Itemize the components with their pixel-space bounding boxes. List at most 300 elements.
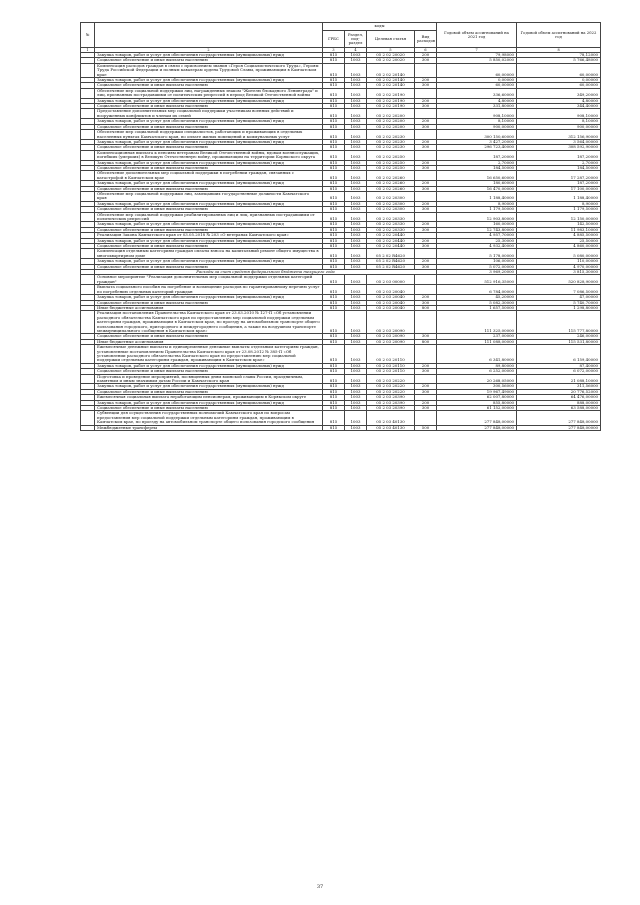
row-razdel: 1003 xyxy=(345,150,367,160)
row-vid xyxy=(415,411,437,425)
header-sum-2021: Годовой объем ассигнований на 2021 год xyxy=(437,23,517,48)
row-grbs: 815 xyxy=(323,227,345,232)
table-row xyxy=(81,191,601,201)
row-sum-2021: 8,10000 xyxy=(437,119,517,124)
row-razdel: 1003 xyxy=(345,311,367,334)
row-target: 05 2 02 20230 xyxy=(367,130,415,140)
header-razdel: Раздел, под-раздел xyxy=(345,31,367,48)
row-target: 05 2 03 20220 xyxy=(367,384,415,389)
row-name: Социальное обеспечение и иные выплаты населению xyxy=(95,165,323,170)
row-grbs: 815 xyxy=(323,212,345,222)
row-razdel: 1003 xyxy=(345,305,367,310)
row-grbs: 815 xyxy=(323,88,345,98)
row-sum-2022: 3 815,30000 xyxy=(517,270,601,275)
table-row xyxy=(81,425,601,430)
row-sum-2022: 187,20000 xyxy=(517,181,601,186)
row-sum-2022: 87,40000 xyxy=(517,363,601,368)
row-target: 05 2 02 20330 xyxy=(367,227,415,232)
table-row xyxy=(81,285,601,295)
row-grbs: 815 xyxy=(323,259,345,264)
row-target: 05 2 03 20090 xyxy=(367,334,415,339)
row-name: Закупка товаров, работ и услуг для обеспечения государственных (муниципальных) нужд xyxy=(95,139,323,144)
row-target: 05 2 02 20020 xyxy=(367,58,415,63)
row-sum-2022: 4 860,00000 xyxy=(517,244,601,249)
page-number: 37 xyxy=(316,884,324,890)
row-razdel: 1003 xyxy=(345,124,367,129)
row-name: Закупка товаров, работ и услуг для обеспечения государственных (муниципальных) нужд xyxy=(95,400,323,405)
row-grbs: 815 xyxy=(323,300,345,305)
row-sum-2021: 5 072,00000 xyxy=(437,264,517,269)
row-sum-2021: 45,20000 xyxy=(437,295,517,300)
row-name: Социальное обеспечение и иные выплаты населению xyxy=(95,207,323,212)
row-sum-2021: 8,90000 xyxy=(437,201,517,206)
row-name: Обеспечение мер социальной поддержки лиц, награжденных знаком "Жителю блокадного Ленинграда" и лиц, признанных пострадавшими от политических репрессий в период Великой Отечественной войны xyxy=(95,88,323,98)
row-grbs: 815 xyxy=(323,345,345,364)
row-grbs: 815 xyxy=(323,249,345,259)
row-target: 05 2 03 20390 xyxy=(367,395,415,400)
row-name: Ежемесячные денежные выплаты и единовременные денежные выплаты отдельным категориям граждан, установленные постановлением Правительства Камчатского края от 23.08.2012 № 385-П «Об установлении расходного обязательства Камчатского края по предоставлению мер социальной поддержки отдельным категориям граждан, проживающим в Камчатском крае» xyxy=(95,345,323,364)
row-grbs: 815 xyxy=(323,295,345,300)
row-name: Иные бюджетные ассигнования xyxy=(95,339,323,344)
table-row xyxy=(81,374,601,384)
row-target: 05 2 02 20190 xyxy=(367,98,415,103)
row-name: Социальное обеспечение и иные выплаты населению xyxy=(95,186,323,191)
row-vid: 300 xyxy=(415,83,437,88)
row-name: Обеспечение дополнительных мер социальной поддержки в погребении граждан, связанных с катастрофой в Камчатском крае xyxy=(95,171,323,181)
row-sum-2022: 6 159,40000 xyxy=(517,345,601,364)
row-name: Предоставление дополнительных мер социальной поддержки участникам военных действий и вооруженных конфликтов и членам их семей xyxy=(95,109,323,119)
row-target: 05 2 03 20390 xyxy=(367,406,415,411)
table-row xyxy=(81,109,601,119)
row-sum-2022: 47,00000 xyxy=(517,295,601,300)
row-target: 05 2 03 20090 xyxy=(367,339,415,344)
row-grbs: 815 xyxy=(323,311,345,334)
row-sum-2022: 1 298,80000 xyxy=(517,305,601,310)
row-name: Социальное обеспечение и иные выплаты населению xyxy=(95,124,323,129)
row-sum-2021: 277 848,00000 xyxy=(437,425,517,430)
header-index: 8 xyxy=(517,48,601,53)
row-vid: 300 xyxy=(415,300,437,305)
row-name: Социальное обеспечение и иные выплаты населению xyxy=(95,334,323,339)
row-sum-2021: 111 088,00000 xyxy=(437,339,517,344)
header-num: № xyxy=(81,23,95,48)
row-name: Закупка товаров, работ и услуг для обеспечения государственных (муниципальных) нужд xyxy=(95,384,323,389)
row-name: Обеспечение мер социальной поддержки специалистов, работающих и проживающих в отдельных населенных пунктах Камчатского края, по оплате жилых помещений и коммунальных услуг xyxy=(95,130,323,140)
row-grbs: 815 xyxy=(323,406,345,411)
row-sum-2022: 311,56000 xyxy=(517,384,601,389)
row-grbs: 815 xyxy=(323,264,345,269)
row-target: 05 2 02 R4620 xyxy=(367,264,415,269)
row-target: 05 2 03 20090 xyxy=(367,311,415,334)
row-name: Подготовка и проведение мероприятий, посвященных дням воинской славы России, праздничным, памятным и иным значимым датам России и Камчатского края xyxy=(95,374,323,384)
row-vid: 200 xyxy=(415,53,437,58)
row-razdel: 1003 xyxy=(345,244,367,249)
row-sum-2022: 17 100,00000 xyxy=(517,186,601,191)
row-vid: 300 xyxy=(415,334,437,339)
row-razdel: 1003 xyxy=(345,160,367,165)
row-vid xyxy=(415,285,437,295)
row-number xyxy=(81,130,95,140)
row-name: Ежемесячная социальная выплата неработающим пенсионерам, проживающим в Корякском округе xyxy=(95,395,323,400)
row-sum-2022: 110,00000 xyxy=(517,259,601,264)
row-target: 05 2 02 R4620 xyxy=(367,249,415,259)
row-grbs: 815 xyxy=(323,109,345,119)
row-sum-2021: 296 723,40000 xyxy=(437,145,517,150)
row-razdel: 1003 xyxy=(345,53,367,58)
row-razdel: 1003 xyxy=(345,425,367,430)
row-number xyxy=(81,425,95,430)
budget-table xyxy=(80,22,601,431)
row-razdel: 1003 xyxy=(345,374,367,384)
row-sum-2022: 888,00000 xyxy=(517,400,601,405)
header-index: 3 xyxy=(323,48,345,53)
row-vid: 200 xyxy=(415,238,437,243)
row-sum-2021: 180,60000 xyxy=(437,181,517,186)
row-name: Социальное обеспечение и иные выплаты населению xyxy=(95,145,323,150)
row-sum-2022: 20 776,52000 xyxy=(517,389,601,394)
row-vid: 300 xyxy=(415,186,437,191)
row-grbs: 815 xyxy=(323,363,345,368)
row-sum-2022: 277 848,00000 xyxy=(517,425,601,430)
row-vid: 300 xyxy=(415,369,437,374)
row-sum-2021: 111 325,00000 xyxy=(437,311,517,334)
row-sum-2021: 277 848,00000 xyxy=(437,411,517,425)
row-sum-2022: 17 287,20000 xyxy=(517,171,601,181)
row-razdel: 1003 xyxy=(345,285,367,295)
row-grbs: 815 xyxy=(323,201,345,206)
row-name: Социальное обеспечение и иные выплаты населению xyxy=(95,83,323,88)
header-index: 1 xyxy=(81,48,95,53)
row-grbs: 815 xyxy=(323,165,345,170)
row-vid: 300 xyxy=(415,406,437,411)
row-razdel: 1003 xyxy=(345,139,367,144)
row-target: 05 2 02 20440 xyxy=(367,233,415,238)
table-row xyxy=(81,275,601,285)
row-name: Закупка товаров, работ и услуг для обеспечения государственных (муниципальных) нужд xyxy=(95,222,323,227)
row-sum-2021: 512 916,35000 xyxy=(437,275,517,285)
row-razdel: 1003 xyxy=(345,369,367,374)
row-razdel: 1003 xyxy=(345,145,367,150)
table-row xyxy=(81,249,601,259)
row-name: Социальное обеспечение и иные выплаты населению xyxy=(95,58,323,63)
row-target: 05 2 02 20200 xyxy=(367,109,415,119)
row-grbs: 815 xyxy=(323,181,345,186)
row-sum-2021: 187,20000 xyxy=(437,150,517,160)
row-sum-2021: 3 969,20000 xyxy=(437,270,517,275)
row-sum-2022: 312 156,90000 xyxy=(517,130,601,140)
row-razdel: 1003 xyxy=(345,191,367,201)
row-sum-2022: 908,10000 xyxy=(517,109,601,119)
row-sum-2021: 184,50000 xyxy=(437,165,517,170)
row-sum-2022: 0,00000 xyxy=(517,78,601,83)
row-razdel: 1003 xyxy=(345,165,367,170)
row-grbs: 815 xyxy=(323,425,345,430)
row-vid: 300 xyxy=(415,58,437,63)
row-grbs: 815 xyxy=(323,222,345,227)
row-razdel: 1003 xyxy=(345,238,367,243)
row-sum-2021: 1 188,40000 xyxy=(437,191,517,201)
row-grbs: 815 xyxy=(323,150,345,160)
row-vid: 200 xyxy=(415,160,437,165)
row-razdel: 1003 xyxy=(345,334,367,339)
row-name: Закупка товаров, работ и услуг для обеспечения государственных (муниципальных) нужд xyxy=(95,53,323,58)
row-sum-2022: 60,00000 xyxy=(517,63,601,77)
row-sum-2021: 336,60000 xyxy=(437,88,517,98)
row-name: Расходы за счет средств федерального бюджета текущего года xyxy=(95,270,437,275)
header-index: 4 xyxy=(345,48,367,53)
row-number xyxy=(81,212,95,222)
table-row xyxy=(81,130,601,140)
row-sum-2022: 4,80000 xyxy=(517,98,601,103)
row-sum-2022: 1 188,40000 xyxy=(517,191,601,201)
row-sum-2022: 277 848,00000 xyxy=(517,411,601,425)
row-name: Реализация Закона Камчатского края от 03.05.2018 № 203 «О ветеранах Камчатского края» xyxy=(95,233,323,238)
row-target: 05 2 02 20140 xyxy=(367,63,415,77)
row-sum-2022: 344,40000 xyxy=(517,104,601,109)
row-vid xyxy=(415,171,437,181)
row-razdel: 1003 xyxy=(345,295,367,300)
row-number xyxy=(81,249,95,259)
row-grbs: 815 xyxy=(323,124,345,129)
row-razdel: 1003 xyxy=(345,58,367,63)
row-number xyxy=(81,109,95,119)
row-grbs: 815 xyxy=(323,369,345,374)
row-name: Социальное обеспечение и иные выплаты населению xyxy=(95,300,323,305)
row-name: Выплата социального пособия на погребение и возмещение расходов по гарантированному перечню услуг по погребению отдельных категорий граждан xyxy=(95,285,323,295)
row-number xyxy=(81,150,95,160)
row-number xyxy=(81,171,95,181)
header-target: Целевая статья xyxy=(367,31,415,48)
row-target: 05 2 02 20200 xyxy=(367,124,415,129)
row-sum-2022: 1 179,50000 xyxy=(517,207,601,212)
row-target: 05 2 02 20330 xyxy=(367,212,415,222)
row-sum-2021: 300,56000 xyxy=(437,384,517,389)
row-name: Социальное обеспечение и иные выплаты населению xyxy=(95,406,323,411)
row-sum-2022: 25,50000 xyxy=(517,238,601,243)
row-razdel: 1003 xyxy=(345,88,367,98)
row-sum-2021: 331,80000 xyxy=(437,104,517,109)
row-target: 05 2 02 R4620 xyxy=(367,259,415,264)
row-name: Социальное обеспечение и иные выплаты населению xyxy=(95,264,323,269)
row-vid: 300 xyxy=(415,244,437,249)
row-name: Закупка товаров, работ и услуг для обеспечения государственных (муниципальных) нужд xyxy=(95,259,323,264)
row-sum-2022: 60,00000 xyxy=(517,83,601,88)
row-razdel: 1003 xyxy=(345,395,367,400)
row-razdel: 1003 xyxy=(345,130,367,140)
row-grbs: 815 xyxy=(323,305,345,310)
row-grbs: 815 xyxy=(323,130,345,140)
row-name: Социальное обеспечение и иные выплаты населению xyxy=(95,227,323,232)
row-vid: 800 xyxy=(415,305,437,310)
row-number xyxy=(81,374,95,384)
row-vid: 200 xyxy=(415,295,437,300)
row-sum-2021: 5 082,30000 xyxy=(437,300,517,305)
table-row xyxy=(81,63,601,77)
row-razdel: 1003 xyxy=(345,63,367,77)
row-name: Закупка товаров, работ и услуг для обеспечения государственных (муниципальных) нужд xyxy=(95,238,323,243)
row-razdel: 1003 xyxy=(345,384,367,389)
row-sum-2022: 142,50000 xyxy=(517,222,601,227)
row-vid: 300 xyxy=(415,165,437,170)
row-target: 05 2 03 00000 xyxy=(367,275,415,285)
row-vid: 500 xyxy=(415,425,437,430)
budget-table-page xyxy=(80,22,600,431)
row-grbs: 815 xyxy=(323,400,345,405)
table-row xyxy=(81,150,601,160)
row-number xyxy=(81,345,95,364)
row-razdel: 1003 xyxy=(345,83,367,88)
row-razdel: 1003 xyxy=(345,363,367,368)
row-target: 05 2 03 20110 xyxy=(367,345,415,364)
row-number xyxy=(81,275,95,285)
row-sum-2021: 106,00000 xyxy=(437,259,517,264)
row-sum-2022: 8,90000 xyxy=(517,201,601,206)
row-grbs: 815 xyxy=(323,171,345,181)
row-sum-2021: 4,80000 xyxy=(437,98,517,103)
row-name: Реализация постановления Правительства Камчатского края от 23.03.2010 № 127-П «Об установлении расходного обязательства Камчатского края по предоставлению мер социальной поддержки отдельным категориям граждан, проживающим в Камчатском крае, по проезду на автомобильном транспорте общего пользования городского, пригородного и междугороднего сообщения, а также на воздушном транспорте межмуниципального сообщения в Камчатском крае» xyxy=(95,311,323,334)
row-razdel: 1003 xyxy=(345,109,367,119)
table-row xyxy=(81,88,601,98)
row-razdel: 1003 xyxy=(345,227,367,232)
row-sum-2021: 6 341,80000 xyxy=(437,345,517,364)
row-vid xyxy=(415,191,437,201)
row-sum-2022: 308 592,90000 xyxy=(517,145,601,150)
row-sum-2022: 3 564,00000 xyxy=(517,139,601,144)
row-vid xyxy=(415,374,437,384)
row-sum-2022: 115 777,80000 xyxy=(517,311,601,334)
row-sum-2021: 61 152,00000 xyxy=(437,406,517,411)
row-razdel: 1003 xyxy=(345,406,367,411)
row-razdel: 1003 xyxy=(345,98,367,103)
row-vid xyxy=(415,249,437,259)
header-index: 2 xyxy=(95,48,323,53)
row-vid: 200 xyxy=(415,119,437,124)
row-vid xyxy=(415,345,437,364)
row-vid: 200 xyxy=(415,181,437,186)
row-sum-2021: 25,30000 xyxy=(437,238,517,243)
row-sum-2021: 12 743,80000 xyxy=(437,227,517,232)
header-name xyxy=(95,23,323,48)
row-sum-2021: 0,00000 xyxy=(437,78,517,83)
table-header xyxy=(81,23,601,53)
row-vid: 200 xyxy=(415,98,437,103)
row-razdel: 1003 xyxy=(345,181,367,186)
row-razdel: 1003 xyxy=(345,249,367,259)
row-sum-2022: 7 086,50000 xyxy=(517,285,601,295)
row-grbs: 815 xyxy=(323,275,345,285)
row-target: 05 2 02 20260 xyxy=(367,181,415,186)
row-name: Закупка товаров, работ и услуг для обеспечения государственных (муниципальных) нужд xyxy=(95,201,323,206)
row-target: 05 2 02 20260 xyxy=(367,186,415,191)
header-index: 6 xyxy=(415,48,437,53)
table-body xyxy=(81,53,601,431)
row-vid: 300 xyxy=(415,124,437,129)
row-sum-2021: 5 178,00000 xyxy=(437,249,517,259)
row-target: 05 2 02 20440 xyxy=(367,238,415,243)
row-razdel: 1003 xyxy=(345,345,367,364)
row-razdel: 1003 xyxy=(345,411,367,425)
row-sum-2021: 6 252,00000 xyxy=(437,369,517,374)
row-sum-2022: 900,00000 xyxy=(517,124,601,129)
table-row xyxy=(81,411,601,425)
row-name: Обеспечение мер социальной поддержки реабилитированных лиц и лиц, признанных пострадавшими от политических репрессий xyxy=(95,212,323,222)
row-number xyxy=(81,88,95,98)
table-row xyxy=(81,212,601,222)
row-target: 05 2 02 20440 xyxy=(367,244,415,249)
row-razdel: 1003 xyxy=(345,222,367,227)
row-grbs: 815 xyxy=(323,119,345,124)
row-name: Компенсация расходов граждан в связи с присвоением звания «Героя Социалистического Труда», Героям Труда Российской Федерации и полным кавалерам ордена Трудовой Славы, проживающим в Камчатском крае xyxy=(95,63,323,77)
row-name: Обеспечение мер социальной поддержки лиц, замещавших государственные должности Камчатского края xyxy=(95,191,323,201)
row-name: Социальное обеспечение и иные выплаты населению xyxy=(95,104,323,109)
row-razdel: 1003 xyxy=(345,339,367,344)
row-name: Межбюджетные трансферты xyxy=(95,425,323,430)
row-target: 05 2 02 20250 xyxy=(367,150,415,160)
row-sum-2022: 5 766,48000 xyxy=(517,58,601,63)
row-sum-2022: 2,70000 xyxy=(517,160,601,165)
row-sum-2021: 908,10000 xyxy=(437,109,517,119)
row-vid: 200 xyxy=(415,259,437,264)
row-sum-2021: 4 957,70000 xyxy=(437,233,517,238)
row-grbs: 815 xyxy=(323,139,345,144)
row-grbs: 815 xyxy=(323,145,345,150)
row-vid: 200 xyxy=(415,139,437,144)
row-razdel: 1003 xyxy=(345,212,367,222)
row-sum-2022: 8,10000 xyxy=(517,119,601,124)
row-razdel: 1003 xyxy=(345,233,367,238)
row-target: 05 2 02 20300 xyxy=(367,191,415,201)
row-sum-2022: 64 476,00000 xyxy=(517,395,601,400)
row-target: 05 2 02 20330 xyxy=(367,222,415,227)
row-grbs: 815 xyxy=(323,78,345,83)
row-sum-2022: 4 885,50000 xyxy=(517,233,601,238)
row-vid xyxy=(415,88,437,98)
row-grbs: 815 xyxy=(323,238,345,243)
row-vid: 300 xyxy=(415,104,437,109)
row-vid: 200 xyxy=(415,400,437,405)
row-target: 05 2 02 20190 xyxy=(367,104,415,109)
row-sum-2022: 349,20000 xyxy=(517,88,601,98)
row-number xyxy=(81,191,95,201)
row-target: 05 2 02 20300 xyxy=(367,207,415,212)
row-vid: 800 xyxy=(415,339,437,344)
row-razdel: 1003 xyxy=(345,104,367,109)
row-razdel: 1003 xyxy=(345,186,367,191)
row-sum-2022: 184,50000 xyxy=(517,165,601,170)
row-name: Основное мероприятие "Реализация дополнительных мер социальной поддержки отдельных категорий граждан" xyxy=(95,275,323,285)
row-vid: 200 xyxy=(415,384,437,389)
row-grbs: 815 xyxy=(323,63,345,77)
row-target: 05 2 02 20140 xyxy=(367,83,415,88)
row-razdel: 1003 xyxy=(345,201,367,206)
row-target: 05 2 03 20220 xyxy=(367,374,415,384)
row-sum-2021: 12 903,80000 xyxy=(437,212,517,222)
row-target: 05 2 02 20190 xyxy=(367,88,415,98)
row-sum-2022: 5 740,70000 xyxy=(517,300,601,305)
row-target: 05 2 02 20140 xyxy=(367,78,415,83)
header-sum-2022: Годовой объем ассигнований на 2022 год xyxy=(517,23,601,48)
row-sum-2021: 16 470,00000 xyxy=(437,186,517,191)
table-row xyxy=(81,345,601,364)
row-name: Закупка товаров, работ и услуг для обеспечения государственных (муниципальных) нужд xyxy=(95,363,323,368)
row-vid: 300 xyxy=(415,207,437,212)
row-razdel: 1003 xyxy=(345,400,367,405)
row-target: 05 2 02 20230 xyxy=(367,139,415,144)
table-row xyxy=(81,171,601,181)
row-sum-2021: 62 007,80000 xyxy=(437,395,517,400)
row-grbs: 815 xyxy=(323,83,345,88)
row-sum-2021: 1 179,50000 xyxy=(437,207,517,212)
